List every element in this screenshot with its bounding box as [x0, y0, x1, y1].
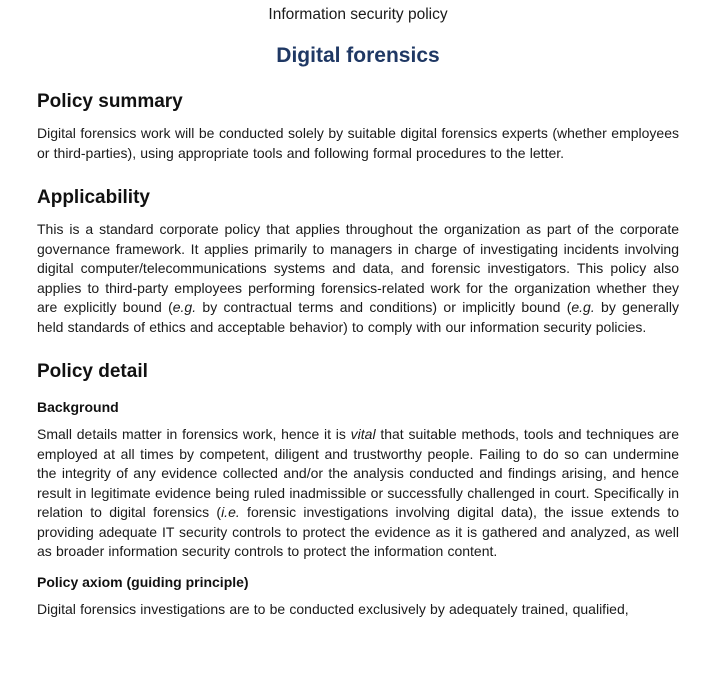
running-header: Information security policy [268, 6, 448, 23]
background-text-a: Small details matter in forensics work, hence it is [37, 426, 351, 442]
document-page [37, 0, 679, 619]
background-vital: vital [350, 426, 376, 442]
applicability-eg-2: e.g. [571, 299, 595, 315]
applicability-eg-1: e.g. [172, 299, 197, 315]
applicability-text [37, 220, 679, 337]
policy-summary-text: Digital forensics work will be conducted solely by suitable digital forensics experts (whether employees or third-parties), using appropriate tools and following formal procedures to the letter. [37, 125, 679, 161]
background-text-b: that suitable methods, tools and techniques are employed at all times by competent, diligent and trustworthy people. Failing to do so can undermine the integrity of any evidence collected and/or the analysis conducted and findings arising, and hence result in legitimate evidence being ruled inadmissible or successfully challenged in court. Specifically in relation to digital forensics ( [37, 426, 679, 520]
policy-detail-heading: Policy detail [37, 361, 148, 382]
policy-summary-heading: Policy summary [37, 91, 183, 112]
axiom-heading: Policy axiom (guiding principle) [37, 573, 249, 590]
document-title: Digital forensics [276, 44, 440, 67]
background-heading: Background [37, 399, 119, 415]
applicability-heading: Applicability [37, 187, 150, 208]
applicability-text-b: by contractual terms and conditions) or implicitly bound ( [196, 299, 572, 315]
background-text-c: forensic investigations involving digital data), the issue extends to providing adequate IT security controls to protect the evidence as it is gathered and analyzed, as well as broader information security controls to protect the information content. [37, 504, 679, 559]
applicability-text-a: This is a standard corporate policy that applies throughout the organization as part of the corporate governance framework. It applies primarily to managers in charge of investigating incidents involving digital computer/telecommunications systems and data, and forensic investigators. This policy also applies to third-party employees performing forensics-related work for the organization whether they are explicitly bound ( [37, 221, 679, 315]
background-text [37, 425, 679, 562]
axiom-text: Digital forensics investigations are to be conducted exclusively by adequately trained, qualified, [37, 600, 629, 617]
applicability-text-c: by generally held standards of ethics and acceptable behavior) to comply with our information security policies. [37, 299, 679, 335]
background-ie: i.e. [221, 504, 240, 520]
